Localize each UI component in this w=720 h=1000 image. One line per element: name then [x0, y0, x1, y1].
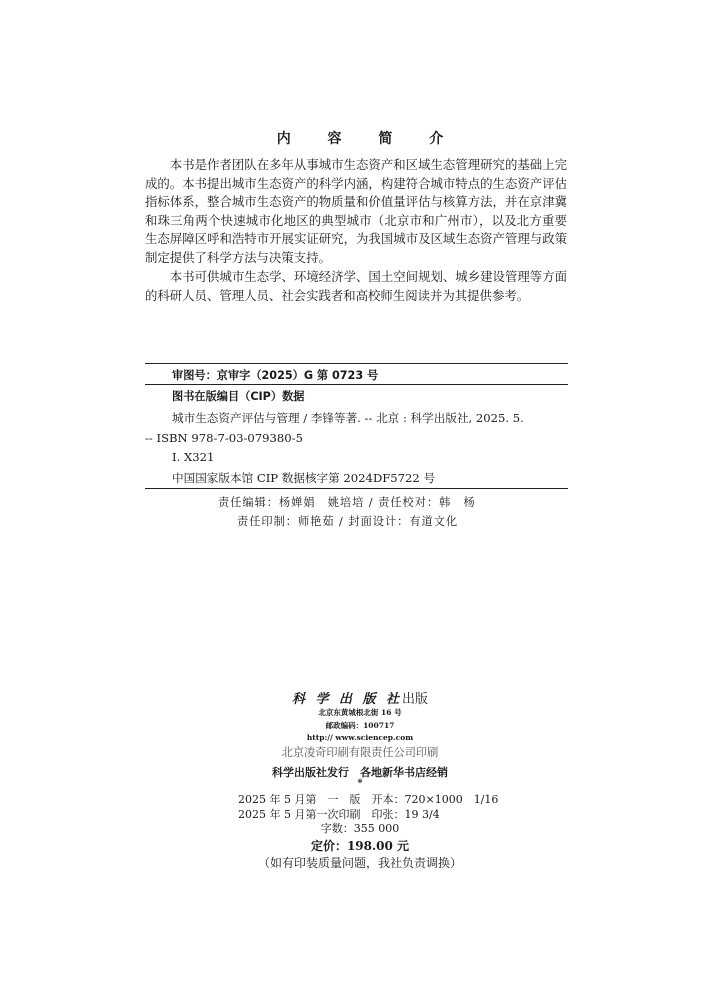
summary-p1-line: 上完成的。本书提出城市生态资产的科学内涵，构建符合城市特点的生态: [145, 157, 568, 191]
quality-note: （如有印装质量问题，我社负责调换）: [257, 856, 462, 870]
staff-line-2: 责任印制：师艳茹 / 封面设计：有道文化: [237, 515, 459, 528]
publisher-suffix: 出版: [402, 692, 429, 707]
staff-line-1: 责任编辑：杨婵娟 姚培培 / 责任校对：韩 杨: [218, 496, 476, 509]
summary-p1-line: 资产评估指标体系，整合城市生态资产的物质量和价值量评估与核算方: [145, 175, 568, 210]
summary-p2-line: 本书可供城市生态学、环境经济学、国土空间规划、城乡建设管理: [169, 269, 530, 284]
summary-p1-line: 法，并在京津冀和珠三角两个快速城市化地区的典型城市（北京市和广州: [145, 194, 568, 228]
cip-bottom-rule: [145, 488, 568, 489]
cip-heading: 图书在版编目（CIP）数据: [172, 390, 305, 403]
cip-line-3: Ⅰ. X321: [172, 450, 215, 464]
summary-p2-line: 参考。: [491, 287, 530, 303]
cip-line-1: 城市生态资产评估与管理 / 李锋等著. -- 北京 : 科学出版社, 2025. 5.: [172, 411, 524, 425]
distribution-line: 科学出版社发行 各地新华书店经销: [272, 766, 448, 779]
publisher-website: http:// www.sciencep.com: [306, 733, 414, 742]
summary-paragraph-1: [145, 156, 567, 268]
printing-line: 2025 年 5 月第一次印刷 印张：19 3/4: [238, 808, 440, 821]
publisher-address: 北京东黄城根北街 16 号: [318, 708, 402, 717]
summary-p2-line: 等方面的科研人员、管理人员、社会实践者和高校师生阅读并为其提供: [145, 269, 568, 303]
publisher-name: [0, 688, 720, 707]
edition-line: 2025 年 5 月第 一 版 开本：720×1000 1/16: [238, 793, 499, 806]
cip-line-2: -- ISBN 978-7-03-079380-5: [145, 431, 303, 445]
summary-p1-line: 区域生态资产管理与政策制定提供了科学方法与决策支持。: [145, 231, 568, 265]
summary-p1-line: 本书是作者团队在多年从事城市生态资产和区域生态管理研究的基础: [169, 157, 543, 172]
summary-title: 内 容 简 介: [276, 131, 460, 147]
publisher-calligraphy: 科 学 出 版 社: [291, 692, 403, 707]
summary-paragraph-2: [145, 268, 567, 305]
printer-line: 北京凌奇印刷有限责任公司印刷: [281, 746, 439, 759]
publisher-postcode: 邮政编码：100717: [325, 721, 395, 730]
cip-top-rule: [145, 363, 568, 364]
separator-star: *: [357, 778, 363, 789]
summary-p1-line: 市），以及北方重要生态屏障区呼和浩特市开展实证研究，为我国城市及: [145, 212, 567, 247]
map-approval-number: 审图号：京审字（2025）G 第 0723 号: [172, 369, 379, 382]
price: 定价：198.00 元: [310, 839, 410, 853]
cip-line-4: 中国国家版本馆 CIP 数据核字第 2024DF5722 号: [172, 471, 436, 485]
word-count: 字数：355 000: [320, 822, 400, 835]
cip-rule-2: [145, 384, 568, 385]
